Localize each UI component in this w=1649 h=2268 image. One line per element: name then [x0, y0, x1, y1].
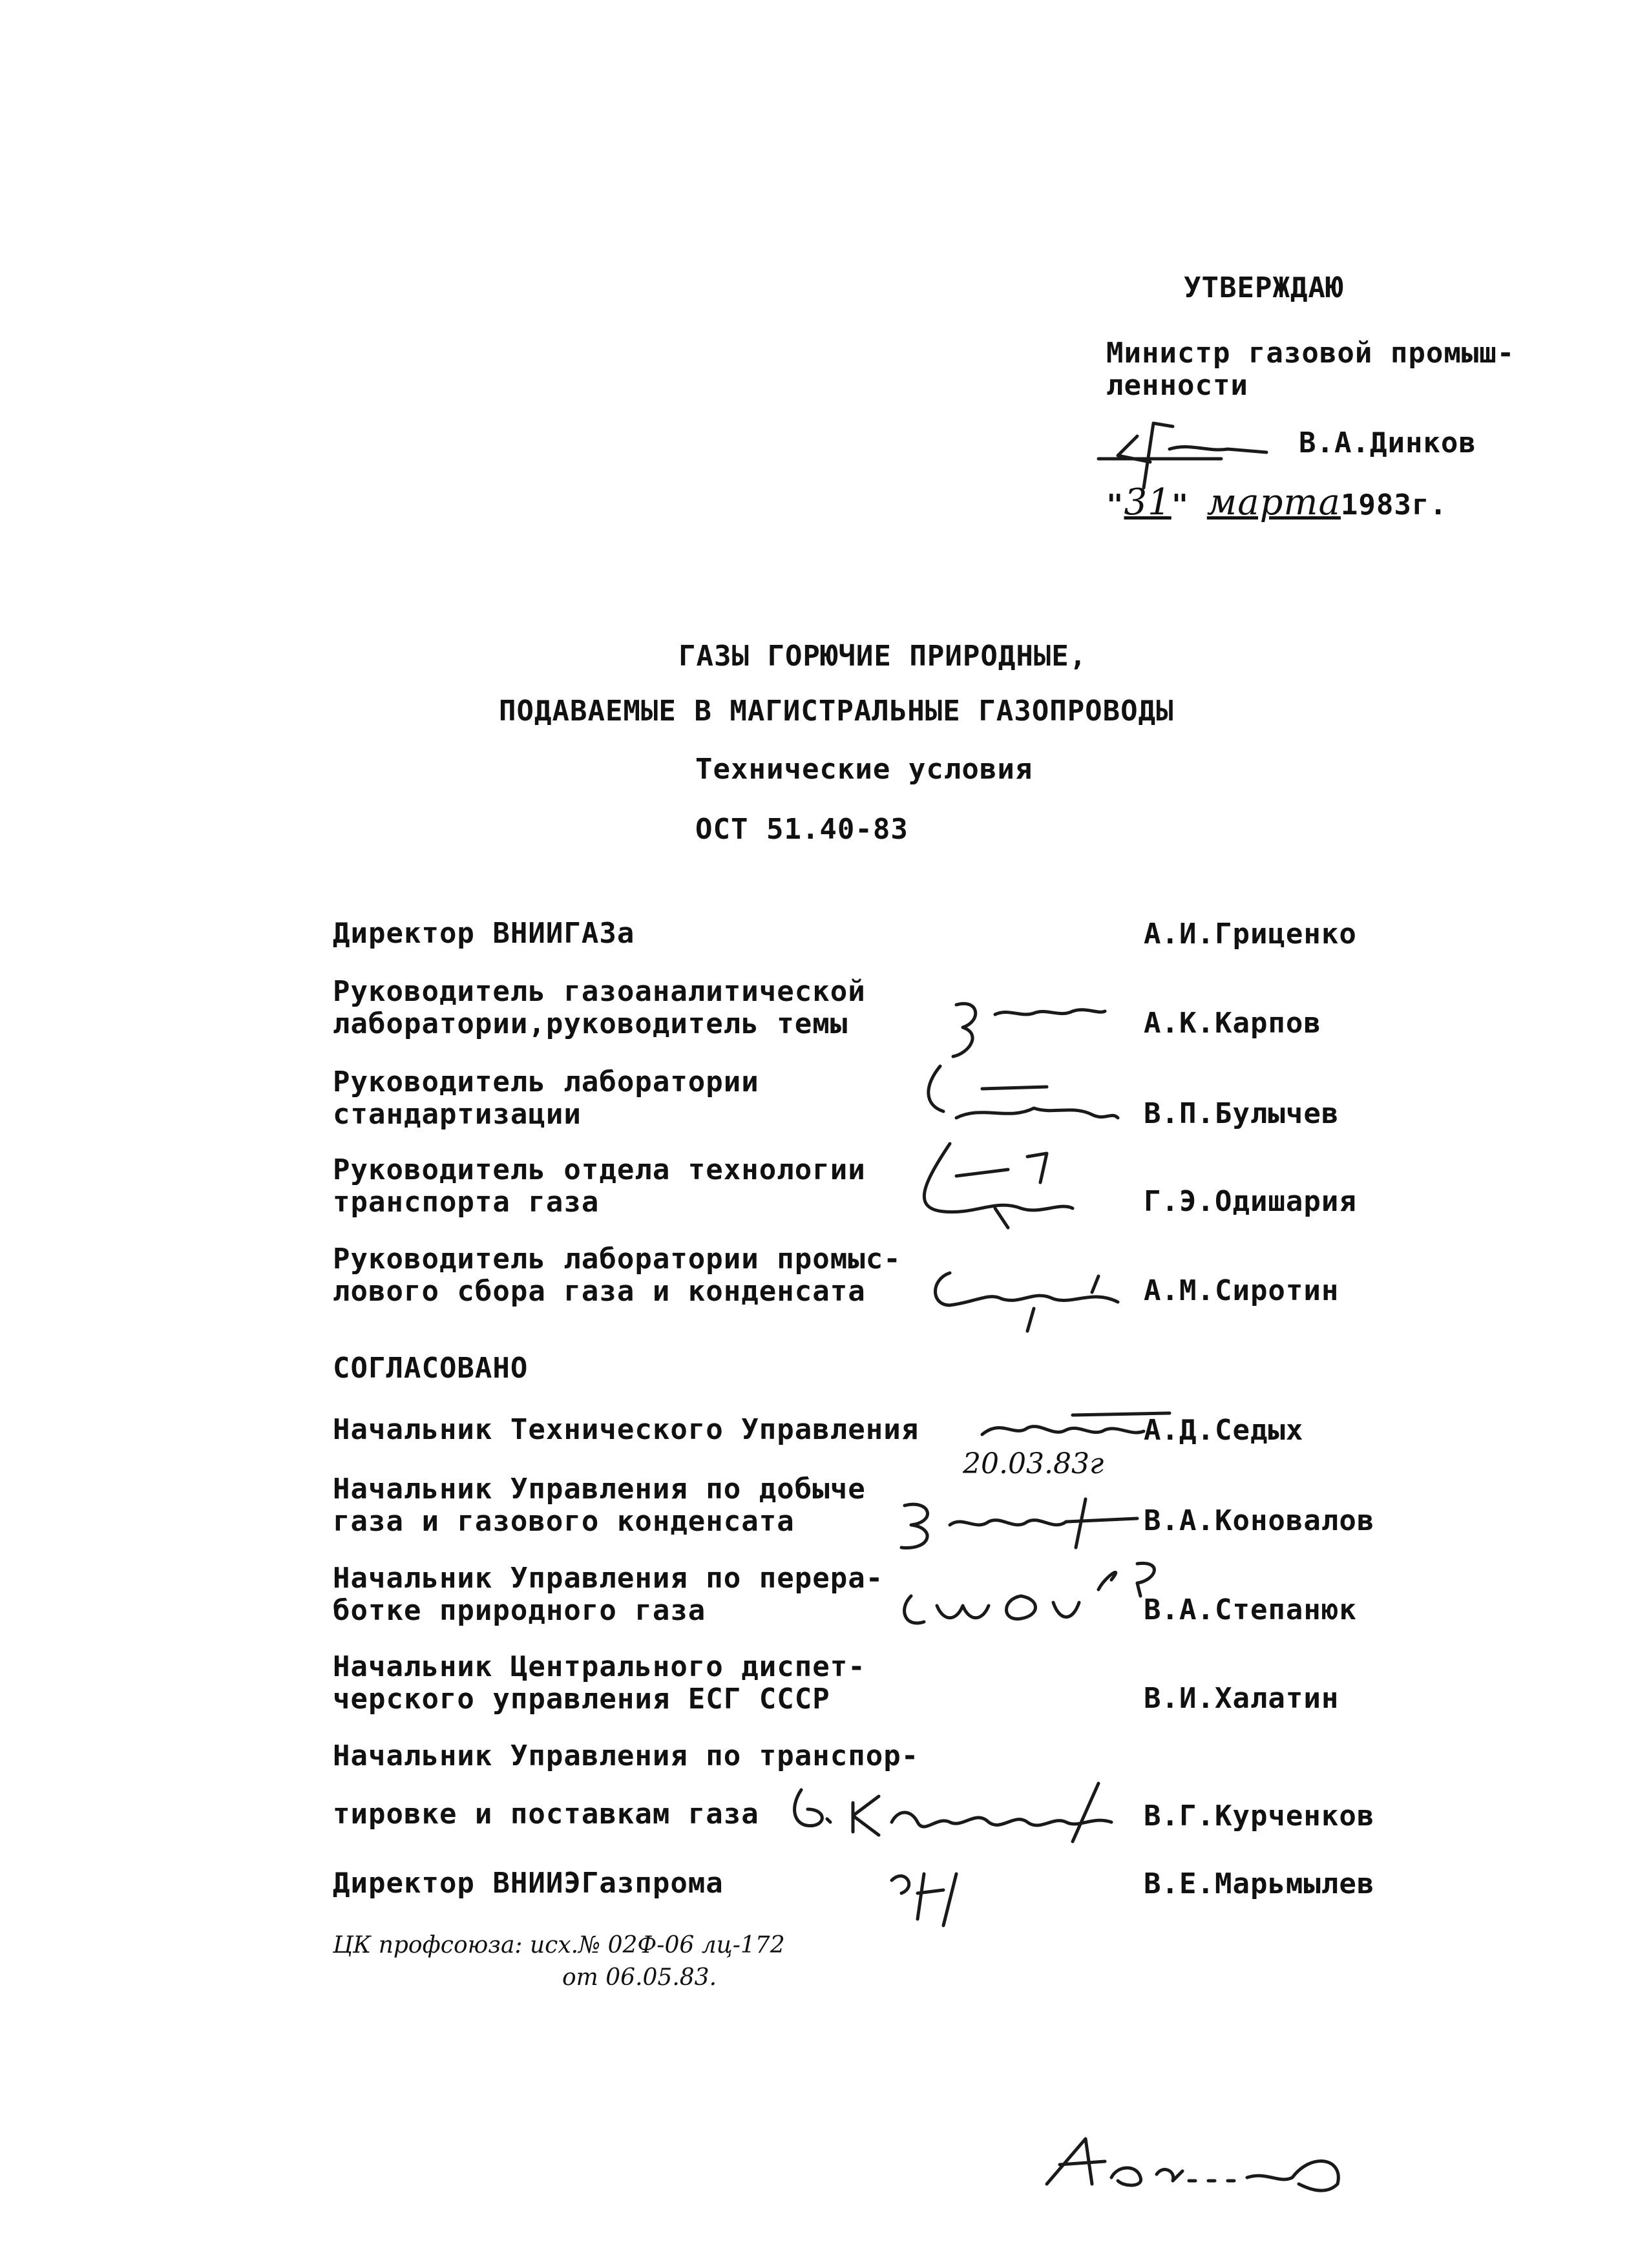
minister-name: В.А.Динков: [1299, 426, 1476, 459]
dev-name-5: А.М.Сиротин: [1144, 1274, 1339, 1307]
agreed-name-4: В.И.Халатин: [1144, 1682, 1339, 1715]
dev-position-4: Руководитель отдела технологии транспорта газа: [333, 1153, 866, 1219]
agreed-name-3: В.А.Степанюк: [1144, 1593, 1357, 1626]
signature-sirotin: [924, 1254, 1131, 1338]
approval-position: Министр газовой промыш- ленности: [1106, 337, 1515, 402]
dev-name-1: А.И.Гриценко: [1144, 918, 1357, 950]
agreed-position-4: Начальник Центрального диспет- черского управления ЕСГ СССР: [333, 1650, 866, 1716]
approval-date: [1106, 481, 1447, 523]
agreed-position-2: Начальник Управления по добыче газа и газового конденсата: [333, 1473, 866, 1538]
date-year: 1983г.: [1340, 488, 1447, 521]
agreed-name-6: В.Е.Марьмылев: [1144, 1867, 1375, 1900]
agreed-position-3: Начальник Управления по перера- ботке природного газа: [333, 1562, 884, 1627]
dev-position-2: Руководитель газоаналитической лаборатории,руководитель темы: [333, 975, 866, 1040]
document-subtitle: Технические условия: [695, 753, 1033, 786]
agreed-name-2: В.А.Коновалов: [1144, 1504, 1375, 1537]
agreed-position-1: Начальник Технического Управления: [333, 1413, 919, 1446]
signature-bulychev: [918, 1060, 1124, 1137]
document-code: ОСТ 51.40-83: [695, 813, 909, 846]
agreed-header: СОГЛАСОВАНО: [333, 1352, 529, 1385]
title-line2: ПОДАВАЕМЫЕ В МАГИСТРАЛЬНЫЕ ГАЗОПРОВОДЫ: [499, 695, 1174, 728]
signature-karpov: [943, 989, 1111, 1060]
signature-marmylev: [879, 1854, 982, 1932]
agreed-position-5: Начальник Управления по транспор- тировке и поставкам газа: [333, 1739, 919, 1831]
approval-header: УТВЕРЖДАЮ: [1184, 271, 1344, 304]
union-note-line1: ЦК профсоюза: исх.№ 02Ф-06 лц-172: [333, 1932, 785, 1958]
dev-position-5: Руководитель лаборатории промыс- лового сбора газа и конденсата: [333, 1243, 901, 1308]
agreed-name-5: В.Г.Курченков: [1144, 1800, 1375, 1832]
signature-stepanyuk: [892, 1551, 1163, 1641]
date-quote-close: ": [1171, 488, 1190, 521]
dev-name-3: В.П.Булычев: [1144, 1097, 1339, 1130]
dev-position-3: Руководитель лаборатории стандартизации: [333, 1066, 759, 1131]
agreed-position-6: Директор ВНИИЭГазпрома: [333, 1867, 724, 1900]
dev-position-1: Директор ВНИИГАЗа: [333, 917, 635, 950]
union-note-line2: от 06.05.83.: [562, 1964, 717, 1991]
dev-name-2: А.К.Карпов: [1144, 1007, 1321, 1040]
sedykh-handwritten-date: 20.03.83г: [963, 1447, 1104, 1480]
signature-odishariya: [898, 1131, 1105, 1234]
signature-kurchenkov: [788, 1770, 1137, 1848]
bottom-signature: [1034, 2126, 1370, 2203]
date-month: марта: [1206, 481, 1341, 523]
dev-name-4: Г.Э.Одишария: [1144, 1185, 1357, 1218]
agreed-name-1: А.Д.Седых: [1144, 1414, 1304, 1447]
signature-konovalov: [892, 1486, 1137, 1557]
title-line1: ГАЗЫ ГОРЮЧИЕ ПРИРОДНЫЕ,: [678, 640, 1087, 673]
date-day: 31: [1124, 481, 1171, 523]
date-quote-open: ": [1106, 488, 1124, 521]
